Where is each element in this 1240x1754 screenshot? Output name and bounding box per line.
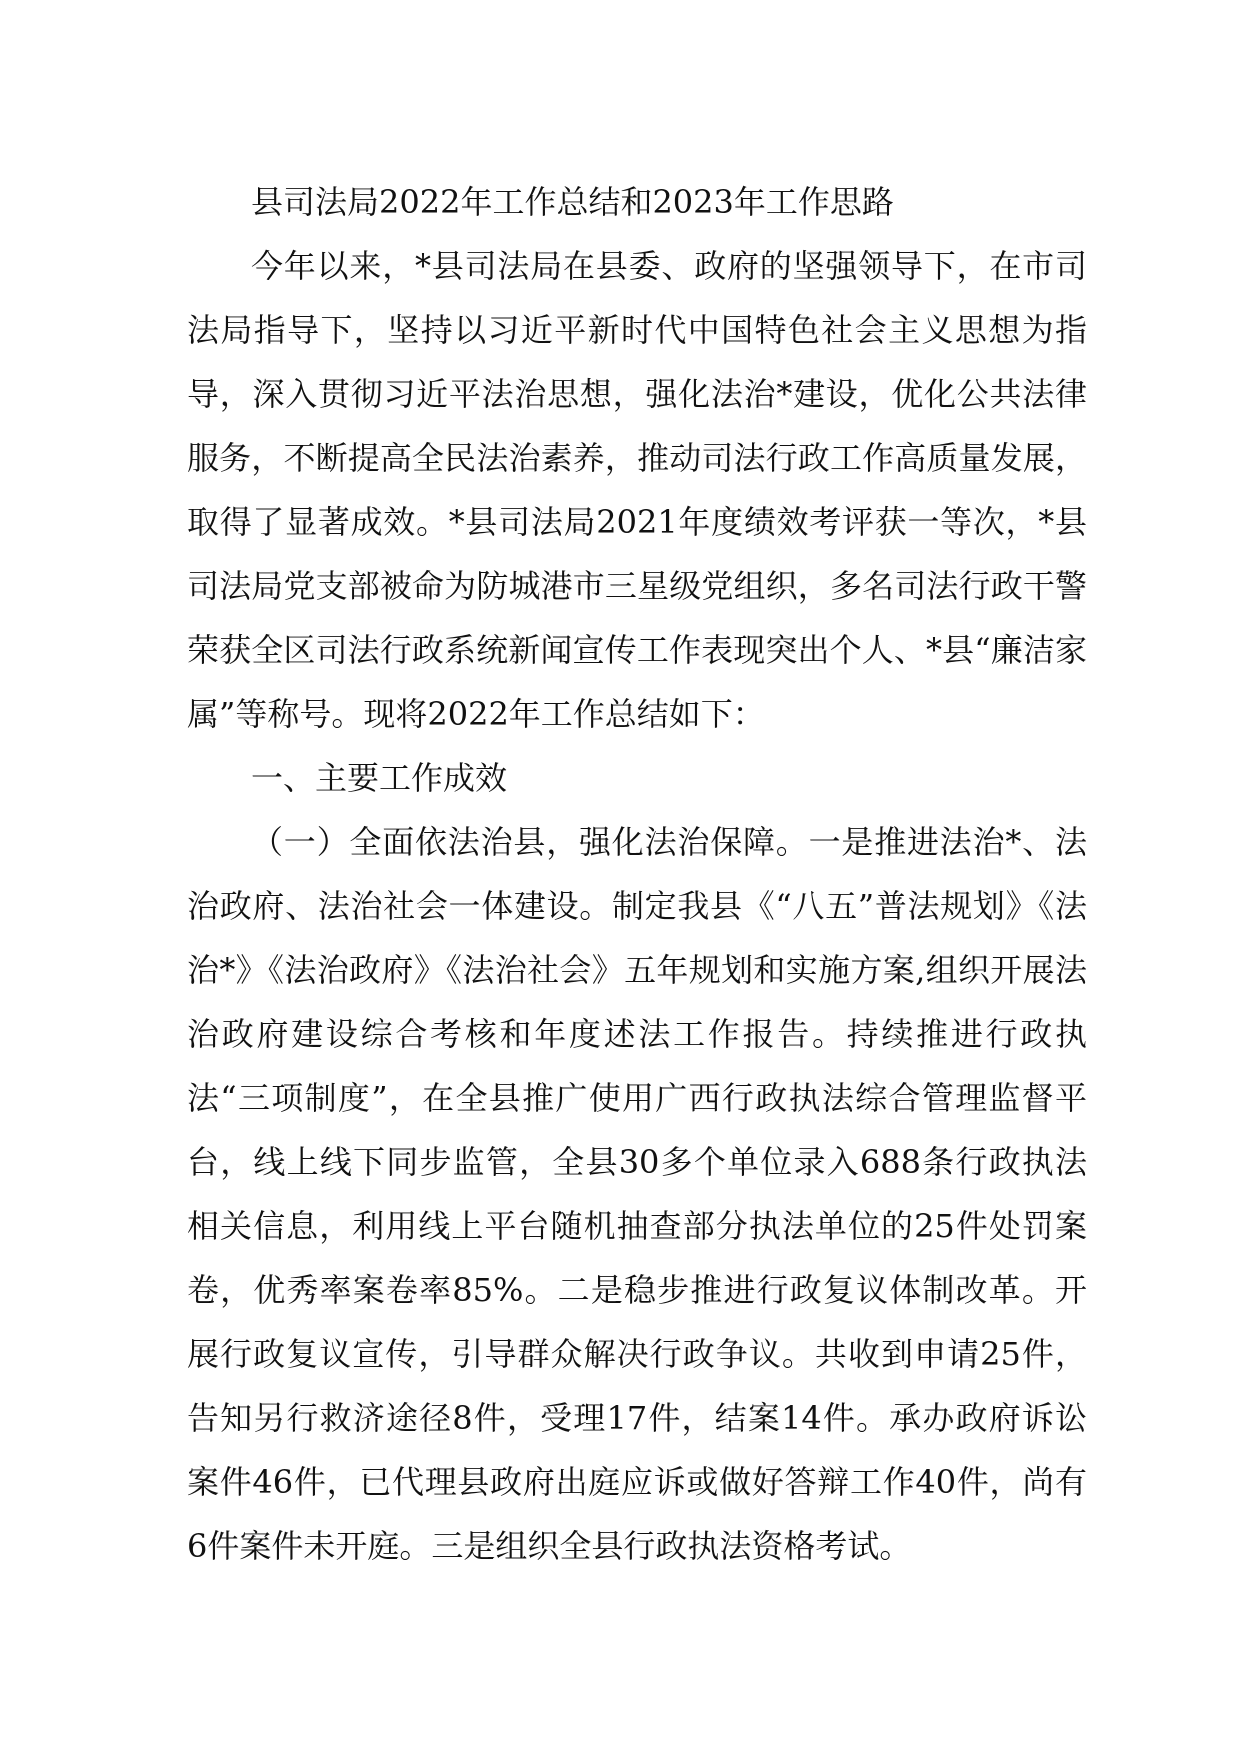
section-heading: 一、主要工作成效 (251, 759, 508, 797)
document-body (187, 170, 1087, 1578)
intro-paragraph: 今年以来，*县司法局在县委、政府的坚强领导下，在市司法局指导下，坚持以习近平新时代中国特色社会主义思想为指导，深入贯彻习近平法治思想，强化法治*建设，优化公共法律服务，不断提高全民法治素养，推动司法行政工作高质量发展，取得了显著成效。*县司法局2021年度绩效考评获一等次，*县司法局党支部被命为防城港市三星级党组织，多名司法行政干警荣获全区司法行政系统新闻宣传工作表现突出个人、*县“廉洁家属”等称号。现将2022年工作总结如下： (187, 247, 1087, 733)
document-title: 县司法局2022年工作总结和2023年工作思路 (251, 183, 894, 221)
section-paragraph: （一）全面依法治县，强化法治保障。一是推进法治*、法治政府、法治社会一体建设。制定我县《“八五”普法规划》《法治*》《法治政府》《法治社会》五年规划和实施方案,组织开展法治政府建设综合考核和年度述法工作报告。持续推进行政执法“三项制度”，在全县推广使用广西行政执法综合管理监督平台，线上线下同步监管，全县30多个单位录入688条行政执法相关信息，利用线上平台随机抽查部分执法单位的25件处罚案卷，优秀率案卷率85%。二是稳步推进行政复议体制改革。开展行政复议宣传，引导群众解决行政争议。共收到申请25件，告知另行救济途径8件，受理17件，结案14件。承办政府诉讼案件46件，已代理县政府出庭应诉或做好答辩工作40件，尚有6件案件未开庭。三是组织全县行政执法资格考试。 (187, 823, 1087, 1565)
